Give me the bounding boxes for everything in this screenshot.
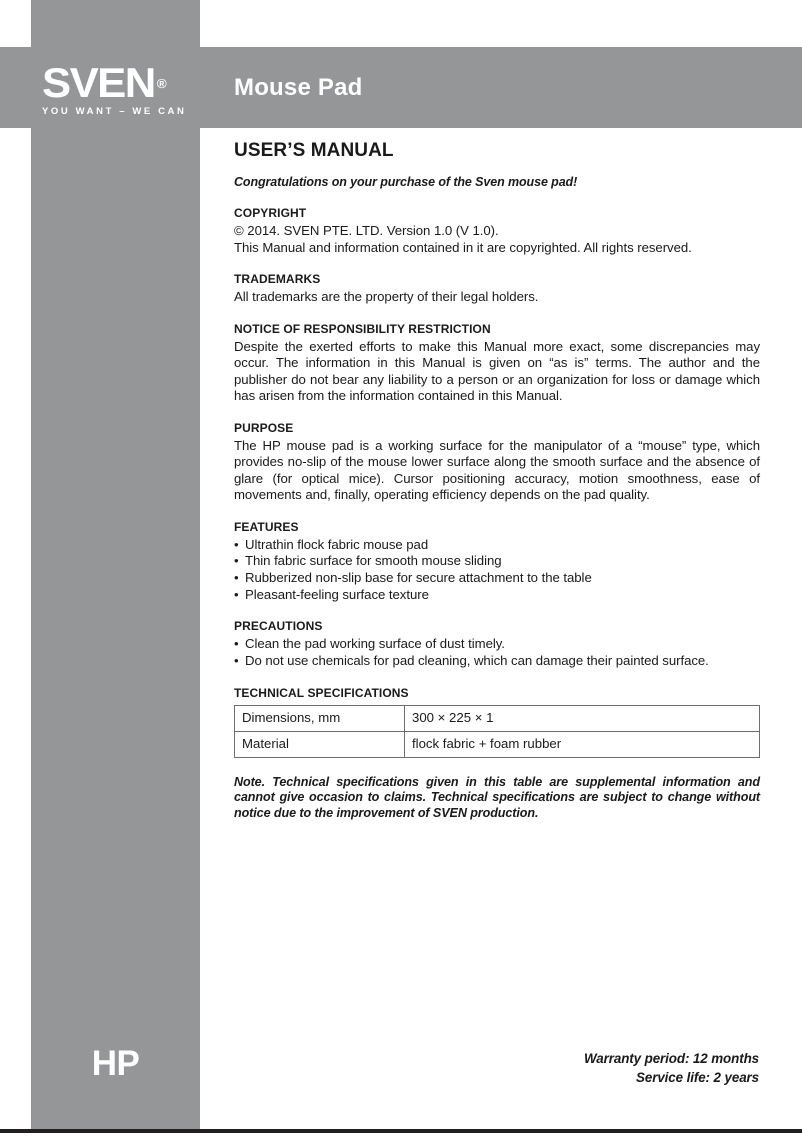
section-heading-notice: NOTICE OF RESPONSIBILITY RESTRICTION (234, 321, 491, 336)
table-cell-value: 300 × 225 × 1 (405, 705, 760, 731)
copyright-line-1: © 2014. SVEN PTE. LTD. Version 1.0 (V 1.0). (234, 223, 499, 238)
table-cell-key: Dimensions, mm (235, 705, 405, 731)
hp-brand-mark: HP (91, 1044, 140, 1083)
features-list (234, 537, 760, 604)
warranty-footer (584, 1049, 759, 1087)
copyright-line-2: This Manual and information contained in it are copyrighted. All rights reserved. (234, 239, 692, 255)
congratulations-line: Congratulations on your purchase of the Sven mouse pad! (234, 175, 578, 189)
specifications-note-line-2: and cannot give occasion to claims. Technical specifications are subject to (234, 774, 760, 805)
section-features (234, 520, 760, 604)
section-heading-purpose: PURPOSE (234, 420, 294, 435)
sven-tagline: YOU WANT – WE CAN (42, 106, 187, 117)
product-title: Mouse Pad (234, 74, 363, 101)
sven-wordmark-text: SVEN (42, 59, 155, 106)
left-gray-column (31, 0, 200, 1129)
table-cell-key: Material (235, 731, 405, 757)
bottom-rule (0, 1129, 802, 1133)
section-heading-trademarks: TRADEMARKS (234, 272, 321, 286)
list-item: • Pleasant-feeling surface texture (234, 587, 760, 604)
section-purpose (234, 421, 760, 504)
sven-logo (42, 59, 200, 117)
list-item: • Clean the pad working surface of dust timely. (234, 636, 760, 653)
trademarks-body: All trademarks are the property of their legal holders. (234, 289, 539, 304)
section-copyright (234, 206, 760, 256)
warranty-period: Warranty period: 12 months (584, 1051, 759, 1066)
specifications-note (234, 775, 760, 822)
list-item: • Ultrathin flock fabric mouse pad (234, 537, 760, 554)
section-specifications (234, 686, 760, 822)
purpose-body: The HP mouse pad is a working surface for the manipulator of a “mouse” type, which provides no-slip of the mouse lower surface along the smooth surface and the absence of glare (for optical mice). Cursor positioning accuracy, motion smoothness, ease of movements and, finally, operating efficiency depends on the pad quality. (234, 437, 760, 502)
section-heading-features: FEATURES (234, 519, 299, 534)
section-heading-specifications: TECHNICAL SPECIFICATIONS (234, 685, 409, 700)
content-column (234, 140, 760, 821)
registered-trademark-icon: ® (156, 76, 167, 91)
service-life: Service life: 2 years (636, 1070, 759, 1085)
list-item: • Do not use chemicals for pad cleaning, which can damage their painted surface. (234, 653, 760, 670)
section-precautions (234, 619, 760, 669)
list-item: • Thin fabric surface for smooth mouse sliding (234, 553, 760, 570)
section-heading-precautions: PRECAUTIONS (234, 619, 323, 634)
specifications-note-line-1: Note. Technical specifications given in this table are supplemental information (234, 774, 731, 789)
page-title: USER’S MANUAL (234, 140, 394, 161)
precautions-list (234, 636, 760, 669)
specifications-note-line-3: change without notice due to the improvement of SVEN production. (234, 790, 761, 820)
section-trademarks (234, 272, 760, 306)
section-heading-copyright: COPYRIGHT (234, 206, 307, 220)
sven-wordmark (42, 59, 206, 106)
specifications-table (234, 705, 760, 758)
section-notice (234, 322, 760, 405)
notice-body: Despite the exerted efforts to make this Manual more exact, some discrepancies may occur. The information in this Manual is given on “as is” terms. The author and the publisher do not bear any liability to a person or an organization for loss or damage which has arisen from the information contained in this Manual. (234, 338, 760, 403)
table-cell-value: flock fabric + foam rubber (405, 731, 760, 757)
list-item: • Rubberized non-slip base for secure attachment to the table (234, 570, 760, 587)
table-row (235, 731, 760, 757)
table-row (235, 705, 760, 731)
